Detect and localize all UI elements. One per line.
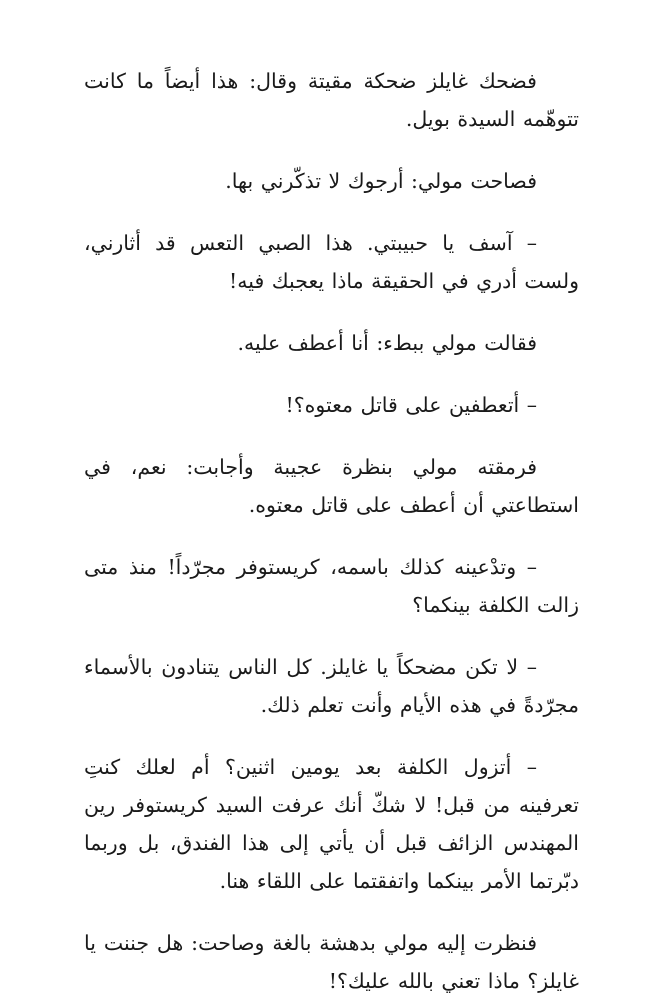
- paragraph-6: فرمقته مولي بنظرة عجيبة وأجابت: نعم، في استطاعتي أن أعطف على قاتل معتوه.: [84, 455, 579, 517]
- paragraph-2: فصاحت مولي: أرجوك لا تذكّرني بها.: [225, 169, 537, 193]
- paragraph-7: – وتدْعينه كذلك باسمه، كريستوفر مجرّداً! منذ متى زالت الكلفة بينكما؟: [84, 555, 579, 617]
- paragraph-1: فضحك غايلز ضحكة مقيتة وقال: هذا أيضاً ما كانت تتوهّمه السيدة بويل.: [84, 69, 579, 131]
- paragraph-4: فقالت مولي ببطء: أنا أعطف عليه.: [237, 331, 537, 355]
- paragraph-10: فنظرت إليه مولي بدهشة بالغة وصاحت: هل جننت يا غايلز؟ ماذا تعني بالله عليك؟!: [84, 931, 579, 993]
- paragraph-5: – أتعطفين على قاتل معتوه؟!: [285, 393, 537, 417]
- paragraph-8: – لا تكن مضحكاً يا غايلز. كل الناس يتنادون بالأسماء مجرّدةً في هذه الأيام وأنت تعلم ذلك.: [84, 655, 579, 717]
- paragraph-3: – آسف يا حبيبتي. هذا الصبي التعس قد أثارني، ولست أدري في الحقيقة ماذا يعجبك فيه!: [84, 231, 579, 293]
- book-page-text: [84, 62, 579, 1000]
- paragraph-9: – أتزول الكلفة بعد يومين اثنين؟ أم لعلك كنتِ تعرفينه من قبل! لا شكّ أنك عرفت السيد كريستوفر رين المهندس الزائف قبل أن يأتي إلى هذا الفندق، بل وربما دبّرتما الأمر بينكما واتفقتما على اللقاء هنا.: [84, 755, 579, 893]
